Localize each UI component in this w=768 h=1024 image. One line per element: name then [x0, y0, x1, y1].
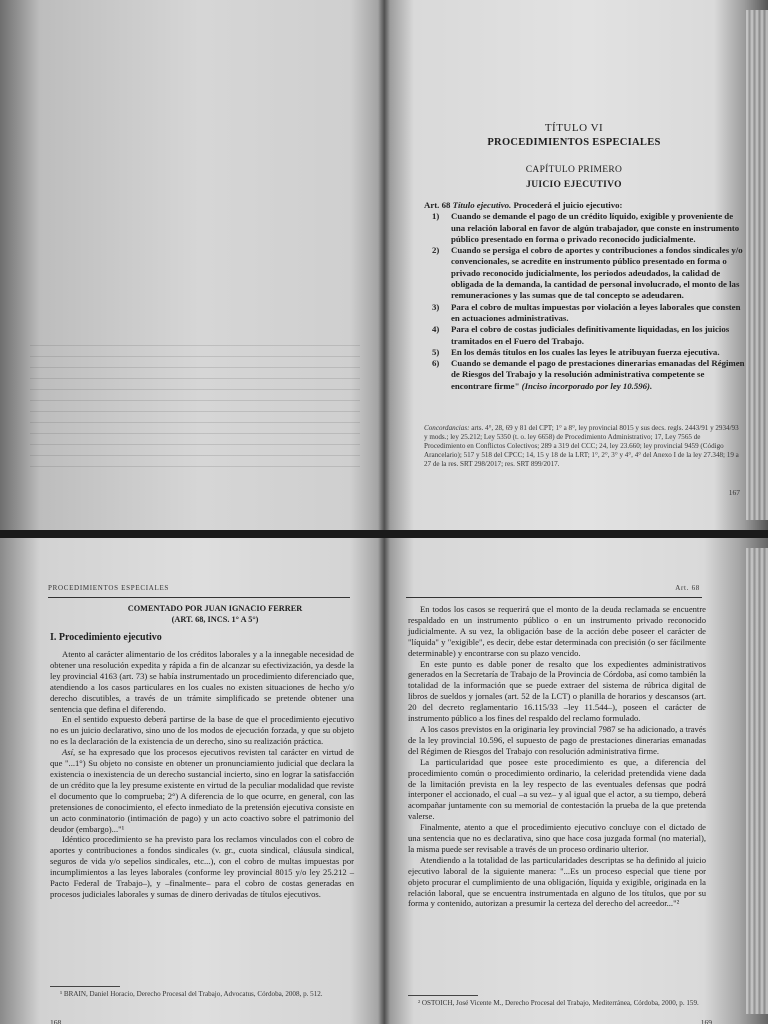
concordances-label: Concordancias: [424, 424, 470, 432]
article-heading [424, 200, 746, 211]
page-number: 169 [700, 1018, 712, 1024]
paragraph: Atento al carácter alimentario de los créditos laborales y a la innegable necesidad de obtener una resolución expedita y rápida a fin de alcanzar su efectivización, ya desde la ley provincial 4163 (art. 73) se había instrumentado un procedimiento diferenciado que, atendiendo a los casos particulares en los cuales no existen situaciones de hecho y/o derecho discutibles, a través de un trámite simplificado se pretende obtener una sentencia que defina el diferendo. [50, 649, 354, 714]
article-item: 4) Para el cobro de costas judiciales definitivamente liquidadas, en los juicios tramitados en el Fuero del Trabajo. [432, 324, 730, 346]
book-gutter [378, 0, 390, 530]
running-head: Art. 68 [675, 584, 700, 592]
article-number: Art. 68 [424, 200, 451, 210]
bottom-spread [0, 538, 768, 1024]
concordances-text: arts. 4°, 28, 69 y 81 del CPT; 1° a 8°, ley provincial 8015 y sus decs. regls. 2443/91 y 2934/93 y mods.; ley 25.212; Ley 5350 (t. o. ley 6658) de Procedimiento Administrativo; 17, Ley 7565 de Procedimiento en Conflictos Colectivos; 289 a 319 del CCC; 24, ley 23.660; ley provincial 9459 (Código Arancelario); 517 y 518 del CPCC; 14, 15 y 18 de la LRT; 1°, 2°, 3° y 4°, 4° del Anexo I de la ley 27.348; 19 a 27 de la res. SRT 298/2017; res. SRT 899/2017. [424, 424, 739, 469]
commentary-scope: (ART. 68, INCS. 1° A 5°) [171, 615, 259, 624]
page-166-blank [0, 0, 384, 530]
section-heading: I. Procedimiento ejecutivo [50, 632, 162, 643]
paragraph: A los casos previstos en la originaria ley provincial 7987 se ha adicionado, a través de la ley provincial 10.596, el supuesto de pago de prestaciones dinerarias emanadas del Régimen de Riesgos del Trabajo con resolución administrativa firme. [408, 723, 706, 756]
footnote-rule [50, 986, 120, 987]
bleed-through-text [30, 345, 360, 475]
running-head: PROCEDIMIENTOS ESPECIALES [48, 584, 170, 592]
article-item: 1) Cuando se demande el pago de un crédito líquido, exigible y proveniente de una relación laboral en favor de algún trabajador, que conste en instrumento público presentado en forma o privado reconocido judicialmente. [432, 211, 740, 244]
paragraph: Atendiendo a la totalidad de las particularidades descriptas se ha definido al juicio ejecutivo laboral de la siguiente manera: "...Es un proceso especial que tiene por objeto procurar el cumplimiento de una obligación, líquida y exigible, originada en la relación laboral, que se encuentra instrumentada en alguno de los títulos, que por su forma y contenido, autorizan a presumir la certeza del derecho del acreedor..."² [408, 854, 706, 909]
page-167 [384, 0, 768, 530]
paragraph: En este punto es dable poner de resalto que los expedientes administrativos generados en la Secretaría de Trabajo de la Provincia de Córdoba, así como también la totalidad de la información que se puede extraer del sistema de rúbrica digital de libros de sueldos y jornales (art. 52 de la LCT) o planilla de horarios y descansos (art. 20 del decreto reglamentario 16.115/33 –ley 11.544–), poseen el carácter de instrumento público a los fines del respaldo del reclamo formulado. [408, 658, 706, 724]
page-168 [0, 538, 384, 1024]
article-item: 5) En los demás títulos en los cuales las leyes le atribuyan fuerza ejecutiva. [432, 346, 720, 357]
page-169 [384, 538, 768, 1024]
header-rule [406, 597, 702, 598]
paragraph: En el sentido expuesto deberá partirse de la base de que el procedimiento ejecutivo no es un juicio declarativo, sino uno de los modos de ejecución forzada, y que su objeto no es la declaración de la existencia de un derecho, sino su realización práctica. [50, 714, 354, 747]
page-edges [746, 10, 768, 520]
article-item: 3) Para el cobro de multas impuestas por violación a leyes laborales que consten en actuaciones administrativas. [432, 301, 741, 323]
page-number: 167 [728, 488, 740, 497]
header-rule [48, 597, 350, 598]
title-name: PROCEDIMIENTOS ESPECIALES [487, 137, 661, 148]
article-item: 2) Cuando se persiga el cobro de aportes y contribuciones a fondos sindicales y/o convencionales, se acredite en instrumento público presentado en forma o privado reconocido judicialmente, los periodos adeudados, la calidad de obligada de la demanda, la cantidad de personal involucrado, el monto de las remuneraciones y las sumas que de tal concepto se adeudaren. [432, 245, 743, 301]
paragraph: En todos los casos se requerirá que el monto de la deuda reclamada se encuentre respaldado en un instrumento público o en un instrumento privado reconocido judicialmente. A su vez, la obligación base de la acción debe poseer el carácter de "líquida" y "exigible", es decir, debe estar determinada con precisión (o ser fácilmente determinable) y encontrarse con su plazo vencido. [408, 604, 706, 658]
article-intro: Procederá el juicio ejecutivo: [513, 200, 623, 210]
title-number: TÍTULO VI [544, 122, 604, 134]
article-68 [424, 200, 746, 392]
chapter-number: CAPÍTULO PRIMERO [525, 165, 623, 175]
footnote-rule [408, 995, 478, 996]
body-text [50, 649, 354, 900]
paragraph: Así, se ha expresado que los procesos ejecutivos revisten tal carácter en virtud de que "...1°) Su objeto no consiste en obtener un pronunciamiento judicial que declara la existencia o inexistencia de un derecho sustancial incierto, sino en lograr la satisfacción de un crédito que la ley presume existente en virtud de la peculiar modalidad que reviste el documento que lo comprueba; 2°) A diferencia de lo que ocurre, en general, con las pretensiones de conocimiento, el efecto inmediato de la pretensión ejecutiva consiste en un acto conminatorio (intimación de pago) y un acto coactivo sobre el patrimonio del deudor (embargo)..."¹ [50, 747, 354, 834]
book-gutter [378, 538, 390, 1024]
article-items [424, 211, 746, 392]
paragraph: Finalmente, atento a que el procedimiento ejecutivo concluye con el dictado de una sentencia que no es declarativa, sino que hace cosa juzgada formal (no material), la misma puede ser revisable a través de un proceso ordinario ulterior. [408, 822, 706, 854]
article-item: 6) Cuando se demande el pago de prestaciones dinerarias emanadas del Régimen de Riesgos del Trabajo y la resolución administrativa competente se encontrare firme" (Inciso incorporado por ley 10.596). [432, 358, 745, 391]
footnote: ¹ BRAIN, Daniel Horacio, Derecho Procesal del Trabajo, Advocatus, Córdoba, 2008, p. 512. [60, 990, 323, 998]
footnote: ² OSTOICH, José Vicente M., Derecho Procesal del Trabajo, Mediterránea, Córdoba, 2000, p. 159. [418, 999, 699, 1007]
page-number: 168 [50, 1018, 62, 1024]
insertion-note: (Inciso incorporado por ley 10.596). [521, 380, 653, 391]
paragraph: La particularidad que posee este procedimiento es que, a diferencia del procedimiento común o procedimiento ordinario, la celeridad pretendida viene dada de la limitación prevista en la ley respecto de las eventuales defensas que podrá interponer el accionado, el cual –a su vez– y al igual que el actor, a su tiempo, deberá acompañar juntamente con su memorial de contestación la prueba de la que pretenda valerse. [408, 756, 706, 822]
chapter-name: JUICIO EJECUTIVO [526, 180, 622, 190]
article-title: Título ejecutivo. [452, 200, 512, 210]
paragraph: Idéntico procedimiento se ha previsto para los reclamos vinculados con el cobro de aportes y contribuciones a fondos sindicales (v. gr., cuota sindical, cláusula sindical, seguros de vida y/o sepelios sindicales, etc...), con el cobro de multas impuestas por incumplimientos a las leyes laborales (conforme ley provincial 8015 y/o ley 25.212 –Pacto Federal de Trabajo–), y –finalmente– para el cobro de costas generadas en procesos judiciales laborales y sumas de dinero derivadas de títulos ejecutivos. [50, 834, 354, 899]
page-edges [746, 548, 768, 1014]
concordances [424, 424, 742, 469]
body-text [408, 604, 706, 909]
commentary-byline: COMENTADO POR JUAN IGNACIO FERRER [127, 604, 303, 613]
